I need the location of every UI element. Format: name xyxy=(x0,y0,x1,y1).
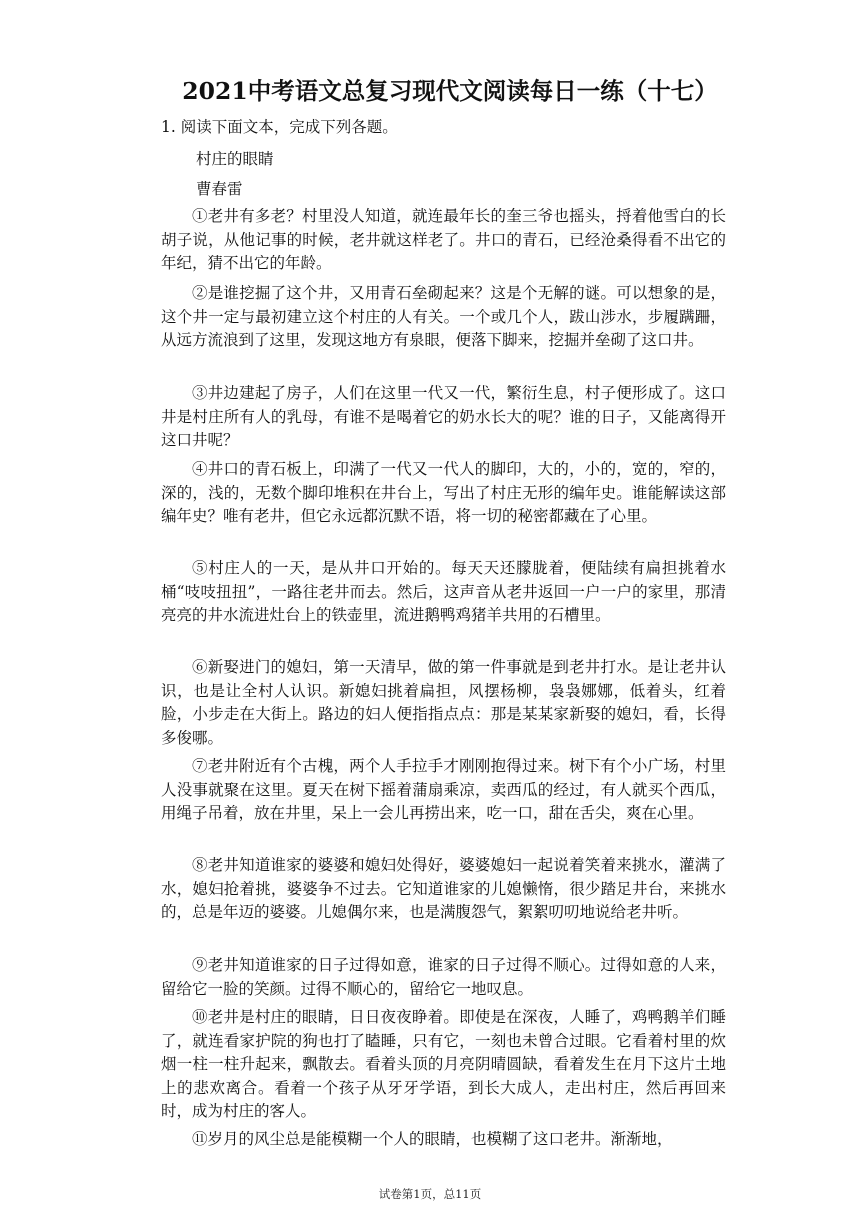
paragraph-10: ⑩老井是村庄的眼睛，日日夜夜睁着。即使是在深夜，人睡了，鸡鸭鹅羊们睡了，就连看家护院的狗也打了瞌睡，只有它，一刻也未曾合过眼。它看着村里的炊烟一柱一柱升起来，飘散去。看着头顶的月亮阴晴圆缺，看着发生在月下这片土地上的悲欢离合。看着一个孩子从牙牙学语，到长大成人，走出村庄，然后再回来时，成为村庄的客人。 xyxy=(161,1008,726,1121)
paragraph-2: ②是谁挖掘了这个井，又用青石垒砌起来？这是个无解的谜。可以想象的是，这个井一定与最初建立这个村庄的人有关。一个或几个人，跋山涉水，步履蹒跚，从远方流浪到了这里，发现这地方有泉眼，便落下脚来，挖掘并垒砌了这口井。 xyxy=(161,284,726,350)
article-author: 曹春雷 xyxy=(196,180,243,198)
paragraph-6: ⑥新娶进门的媳妇，第一天清早，做的第一件事就是到老井打水。是让老井认识，也是让全村人认识。新媳妇挑着扁担，风摆杨柳，袅袅娜娜，低着头，红着脸，小步走在大街上。路边的妇人便指指点点：那是某某家新娶的媳妇，看，长得多俊哪。 xyxy=(161,658,726,747)
paragraph-9: ⑨老井知道谁家的日子过得如意，谁家的日子过得不顺心。过得如意的人来，留给它一脸的笑颜。过得不顺心的，留给它一地叹息。 xyxy=(161,956,726,998)
article-title: 村庄的眼睛 xyxy=(196,150,274,168)
paragraph-4: ④井口的青石板上，印满了一代又一代人的脚印，大的，小的，宽的，窄的，深的，浅的，无数个脚印堆积在井台上，写出了村庄无形的编年史。谁能解读这部编年史？唯有老井，但它永远都沉默不语，将一切的秘密都藏在了心里。 xyxy=(161,460,726,526)
paragraph-1: ①老井有多老？村里没人知道，就连最年长的奎三爷也摇头，捋着他雪白的长胡子说，从他记事的时候，老井就这样老了。井口的青石，已经沧桑得看不出它的年纪，猜不出它的年龄。 xyxy=(161,207,726,273)
paragraph-11: ⑪岁月的风尘总是能模糊一个人的眼睛，也模糊了这口老井。渐渐地， xyxy=(192,1130,673,1148)
paragraph-3: ③井边建起了房子，人们在这里一代又一代，繁衍生息，村子便形成了。这口井是村庄所有人的乳母，有谁不是喝着它的奶水长大的呢？谁的日子，又能离得开这口井呢？ xyxy=(161,384,726,450)
paragraph-5: ⑤村庄人的一天，是从井口开始的。每天天还朦胧着，便陆续有扁担挑着水桶“吱吱扭扭”，一路往老井而去。然后，这声音从老井返回一户一户的家里，那清亮亮的井水流进灶台上的铁壶里，流进鹅鸭鸡猪羊共用的石槽里。 xyxy=(161,559,726,625)
question-instruction: 1. 阅读下面文本，完成下列各题。 xyxy=(161,118,398,136)
document-title: 2021中考语文总复习现代文阅读每日一练（十七） xyxy=(182,77,718,105)
page-footer: 试卷第1页，总11页 xyxy=(378,1187,482,1201)
paragraph-8: ⑧老井知道谁家的婆婆和媳妇处得好，婆婆媳妇一起说着笑着来挑水，灌满了水，媳妇抢着挑，婆婆争不过去。它知道谁家的儿媳懒惰，很少踏足井台，来挑水的，总是年迈的婆婆。儿媳偶尔来，也是满腹怨气，絮絮叨叨地说给老井听。 xyxy=(161,856,726,922)
paragraph-7: ⑦老井附近有个古槐，两个人手拉手才刚刚抱得过来。树下有个小广场，村里人没事就聚在这里。夏天在树下摇着蒲扇乘凉，卖西瓜的经过，有人就买个西瓜，用绳子吊着，放在井里，呆上一会儿再捞出来，吃一口，甜在舌尖，爽在心里。 xyxy=(161,757,726,823)
